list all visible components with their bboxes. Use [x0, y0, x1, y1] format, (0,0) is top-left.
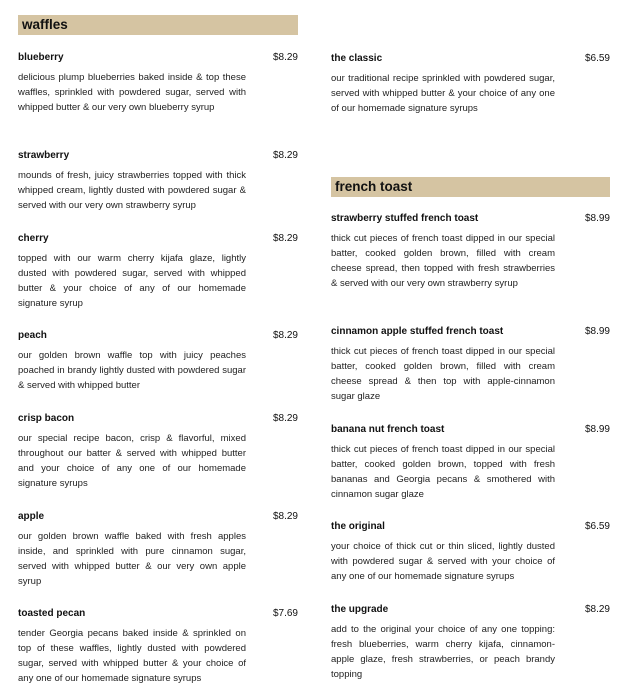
- menu-item-crisp-bacon: [18, 413, 298, 491]
- menu-item-banana-nut-french-toast: [331, 424, 610, 502]
- item-name: apple: [18, 511, 45, 522]
- menu-item-strawberry-stuffed-french-toast: [331, 213, 610, 291]
- menu-item-the-upgrade: [331, 604, 610, 682]
- item-name: the original: [331, 521, 385, 532]
- item-price: $8.29: [272, 413, 298, 424]
- menu-item-the-original: [331, 521, 610, 584]
- item-price: $8.29: [272, 330, 298, 341]
- item-price: $8.99: [584, 213, 610, 224]
- item-description: mounds of fresh, juicy strawberries topped with thick whipped cream, lightly dusted with powdered sugar & served with our very own strawberry syrup: [18, 170, 246, 211]
- item-name: crisp bacon: [18, 413, 75, 424]
- item-description: delicious plump blueberries baked inside & top these waffles, sprinkled with powdered sugar, served with whipped butter & our very own blueberry syrup: [18, 72, 246, 113]
- item-name: blueberry: [18, 52, 64, 63]
- item-price: $6.59: [584, 53, 610, 64]
- item-name: cherry: [18, 233, 49, 244]
- item-price: $8.29: [272, 150, 298, 161]
- menu-item-toasted-pecan: [18, 608, 298, 686]
- item-description: topped with our warm cherry kijafa glaze, lightly dusted with powdered sugar, served with whipped butter & your choice of any of our homemade signature syrup: [18, 253, 246, 309]
- item-price: $7.69: [272, 608, 298, 619]
- item-price: $8.29: [584, 604, 610, 615]
- item-name: toasted pecan: [18, 608, 86, 619]
- item-description: your choice of thick cut or thin sliced, lightly dusted with powdered sugar & served with your choice of any one of our homemade signature syrups: [331, 541, 555, 582]
- item-description: thick cut pieces of french toast dipped in our special batter, cooked golden brown, filled with cream cheese spread, then topped with fresh strawberries & served with our very own strawberry syrup: [331, 233, 555, 289]
- menu-item-cherry: [18, 233, 298, 311]
- item-price: $6.59: [584, 521, 610, 532]
- french-toast-section-header: french toast: [331, 177, 610, 197]
- item-name: strawberry stuffed french toast: [331, 213, 479, 224]
- item-name: strawberry: [18, 150, 70, 161]
- item-price: $8.29: [272, 52, 298, 63]
- item-price: $8.99: [584, 424, 610, 435]
- menu-item-cinnamon-apple-stuffed-french-toast: [331, 326, 610, 404]
- item-price: $8.99: [584, 326, 610, 337]
- item-price: $8.29: [272, 511, 298, 522]
- item-name: peach: [18, 330, 47, 341]
- menu-item-peach: [18, 330, 298, 393]
- menu-item-the-classic: [331, 53, 610, 116]
- item-description: add to the original your choice of any one topping: fresh blueberries, warm cherry kijafa, cinnamon-apple glaze, fresh strawberries, or peach brandy topping: [331, 624, 555, 680]
- item-name: cinnamon apple stuffed french toast: [331, 326, 504, 337]
- item-description: thick cut pieces of french toast dipped in our special batter, cooked golden brown, filled with cream cheese spread & then top with apple-cinnamon sugar glaze: [331, 346, 555, 402]
- menu-item-blueberry: [18, 52, 298, 115]
- item-description: our special recipe bacon, crisp & flavorful, mixed throughout our batter & served with whipped butter and your choice of any one of our homemade signature syrups: [18, 433, 246, 489]
- menu-item-strawberry: [18, 150, 298, 213]
- item-price: $8.29: [272, 233, 298, 244]
- item-description: tender Georgia pecans baked inside & sprinkled on top of these waffles, lightly dusted with powdered sugar, served with whipped butter & your choice of any one of our homemade signature syrups: [18, 628, 246, 684]
- item-description: thick cut pieces of french toast dipped in our special batter, cooked golden brown, topped with fresh bananas and Georgia pecans & smothered with cinnamon sugar glaze: [331, 444, 555, 500]
- item-name: banana nut french toast: [331, 424, 445, 435]
- item-description: our golden brown waffle top with juicy peaches poached in brandy lightly dusted with powdered sugar & served with whipped butter: [18, 350, 246, 391]
- waffles-section-header: waffles: [18, 15, 298, 35]
- item-name: the classic: [331, 53, 383, 64]
- item-description: our traditional recipe sprinkled with powdered sugar, served with whipped butter & your choice of any one of our homemade signature syrups: [331, 73, 555, 114]
- menu-item-apple: [18, 511, 298, 589]
- item-name: the upgrade: [331, 604, 389, 615]
- item-description: our golden brown waffle baked with fresh apples inside, and sprinkled with pure cinnamon sugar, served with whipped butter & our very own apple syrup: [18, 531, 246, 587]
- waffles-column: [18, 15, 298, 684]
